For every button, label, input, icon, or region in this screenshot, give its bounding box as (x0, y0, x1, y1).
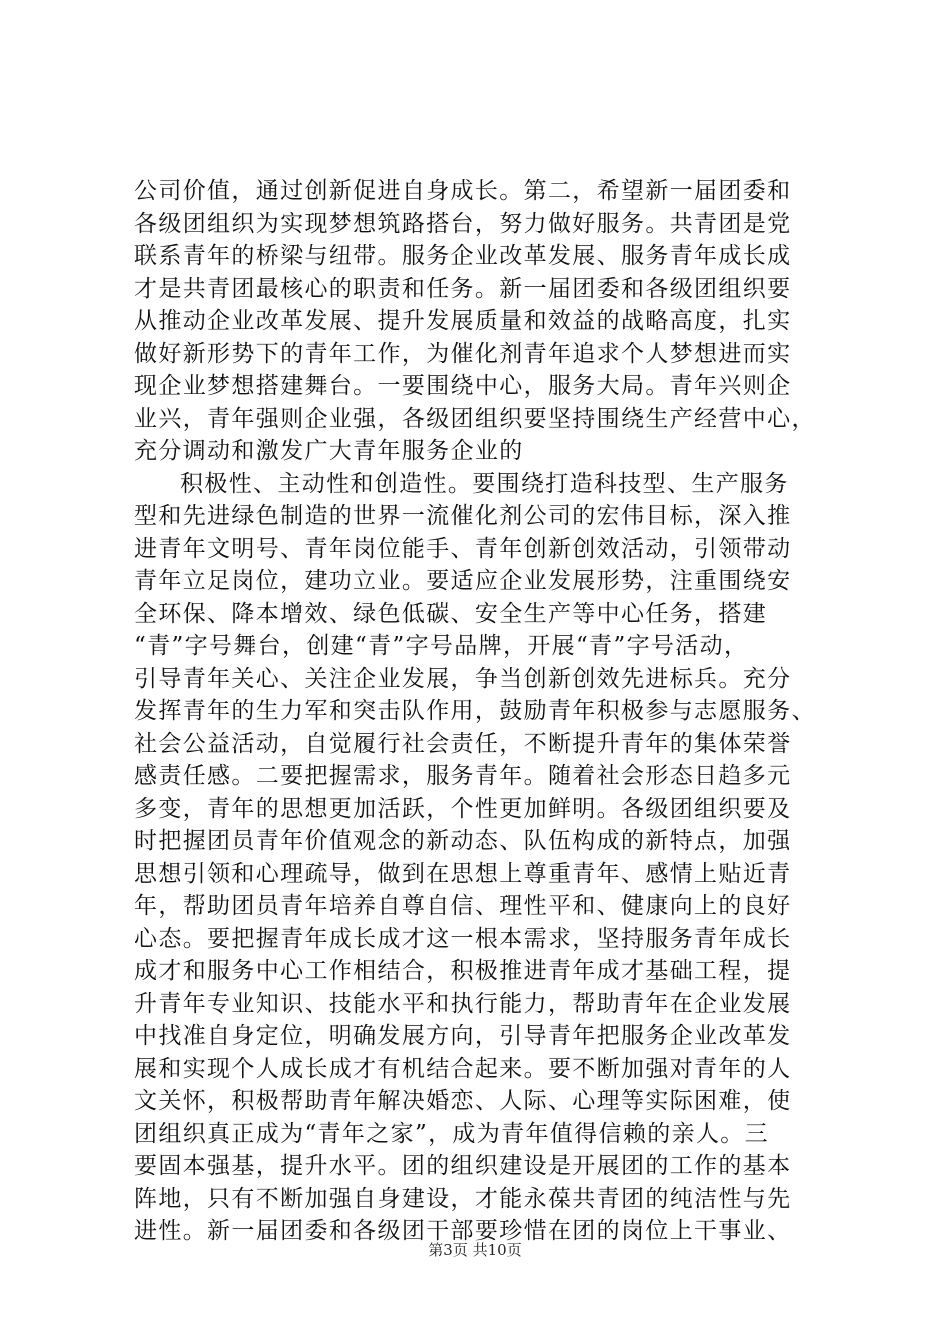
text-line: 心态。要把握青年成长成才这一根本需求，坚持服务青年成长 (134, 925, 792, 952)
text-line: “青”字号舞台，创建“青”字号品牌，开展“青”字号活动， (134, 633, 749, 659)
text-line: 充分调动和激发广大青年服务企业的 (134, 438, 524, 464)
text-line: 时把握团员青年价值观念的新动态、队伍构成的新特点，加强 (134, 828, 792, 854)
text-line: 升青年专业知识、技能水平和执行能力，帮助青年在企业发展 (134, 990, 792, 1017)
text-line: 各级团组织为实现梦想筑路搭台，努力做好服务。共青团是党 (134, 210, 792, 237)
text-line: 团组织真正成为“青年之家”，成为青年值得信赖的亲人。三 (134, 1120, 769, 1147)
text-line: 进青年文明号、青年岗位能手、青年创新创效活动，引领带动 (134, 535, 792, 562)
text-line: 从推动企业改革发展、提升发展质量和效益的战略高度，扎实 (134, 308, 792, 334)
page-number-footer: 第3页 共10页 (428, 1241, 522, 1259)
body-text (134, 175, 824, 1248)
text-line: 中找准自身定位，明确发展方向，引导青年把服务企业改革发 (134, 1023, 792, 1049)
text-line: 阵地，只有不断加强自身建设，才能永葆共青团的纯洁性与先 (134, 1185, 792, 1212)
text-line: 发挥青年的生力军和突击队作用，鼓励青年积极参与志愿服务、 (134, 698, 816, 724)
text-line: 做好新形势下的青年工作，为催化剂青年追求个人梦想进而实 (134, 340, 792, 367)
text-line: 联系青年的桥梁与纽带。服务企业改革发展、服务青年成长成 (134, 243, 792, 269)
text-line: 文关怀，积极帮助青年解决婚恋、人际、心理等实际困难，使 (134, 1088, 792, 1114)
text-line: 成才和服务中心工作相结合，积极推进青年成才基础工程，提 (134, 958, 792, 984)
text-line: 年，帮助团员青年培养自尊自信、理性平和、健康向上的良好 (134, 893, 792, 919)
text-line: 现企业梦想搭建舞台。一要围绕中心，服务大局。青年兴则企 (134, 373, 792, 399)
text-line: 社会公益活动，自觉履行社会责任，不断提升青年的集体荣誉 (134, 730, 792, 757)
text-line: 引导青年关心、关注企业发展，争当创新创效先进标兵。充分 (134, 665, 792, 692)
text-line: 业兴，青年强则企业强，各级团组织要坚持围绕生产经营中心， (134, 405, 816, 432)
text-line: 展和实现个人成长成才有机结合起来。要不断加强对青年的人 (134, 1055, 792, 1082)
text-line: 思想引领和心理疏导，做到在思想上尊重青年、感情上贴近青 (134, 860, 792, 887)
text-line: 全环保、降本增效、绿色低碳、安全生产等中心任务，搭建 (134, 600, 768, 627)
text-line: 青年立足岗位，建功立业。要适应企业发展形势，注重围绕安 (134, 568, 792, 594)
text-line: 型和先进绿色制造的世界一流催化剂公司的宏伟目标，深入推 (134, 503, 792, 529)
text-line: 多变，青年的思想更加活跃，个性更加鲜明。各级团组织要及 (134, 795, 792, 822)
text-line: 要固本强基，提升水平。团的组织建设是开展团的工作的基本 (134, 1153, 792, 1179)
text-line: 才是共青团最核心的职责和任务。新一届团委和各级团组织要 (134, 275, 792, 302)
text-line: 进性。新一届团委和各级团干部要珍惜在团的岗位上干事业、 (134, 1218, 792, 1244)
text-line: 感责任感。二要把握需求，服务青年。随着社会形态日趋多元 (134, 763, 792, 789)
paragraph-start-line: 积极性、主动性和创造性。要围绕打造科技型、生产服务 (180, 470, 789, 497)
text-line: 公司价值，通过创新促进自身成长。第二，希望新一届团委和 (134, 178, 792, 204)
